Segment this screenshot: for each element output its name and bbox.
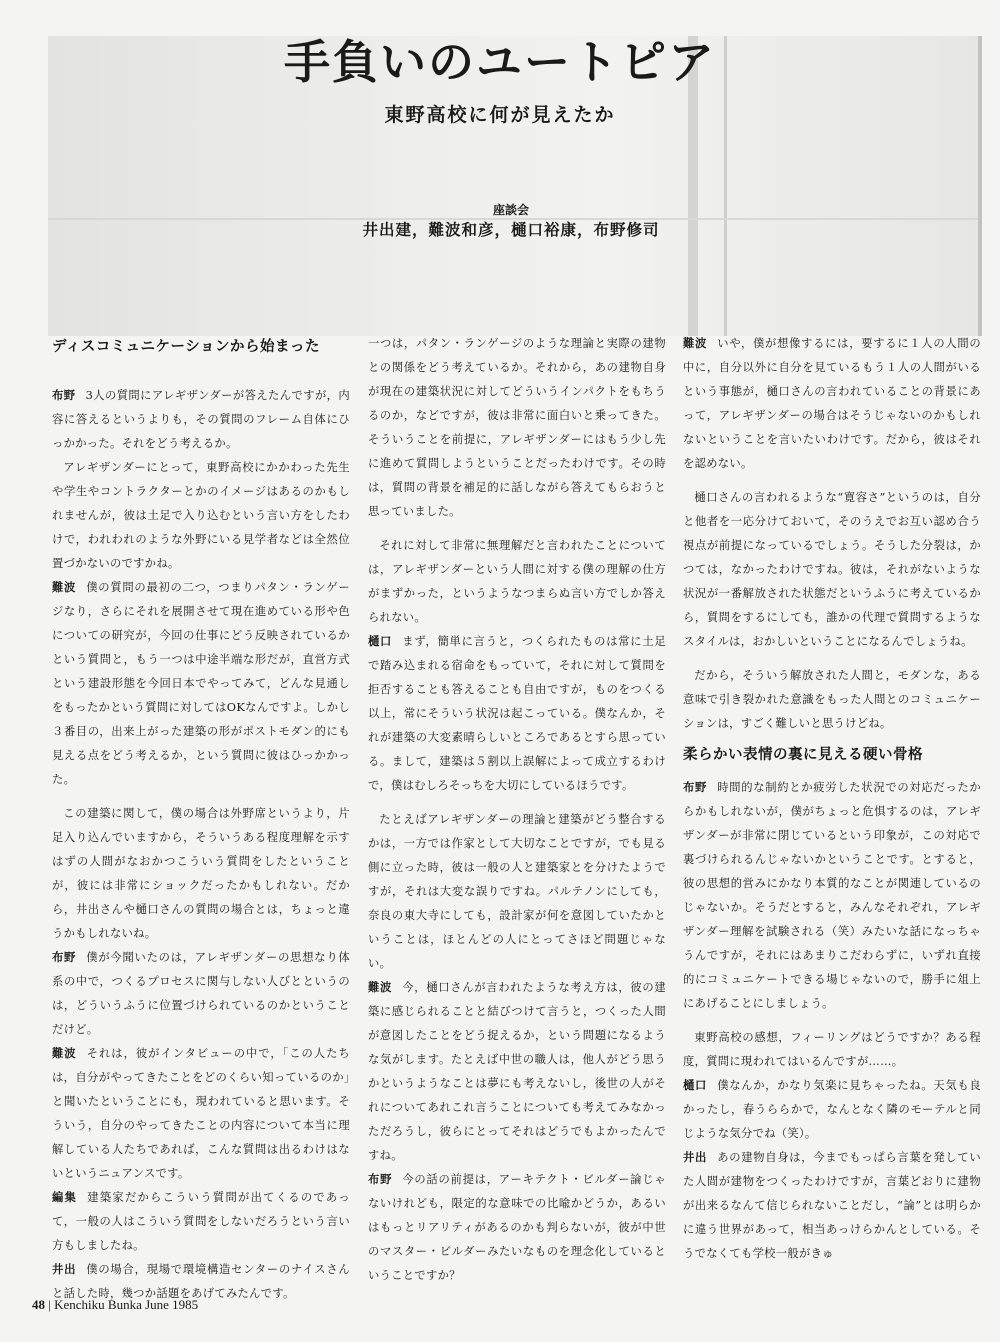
paragraph xyxy=(683,332,981,476)
article-column-2 xyxy=(368,332,666,1288)
paragraph-text: それは，彼がインタビューの中で，「この人たちは，自分がやってきたことをどのくらい知っているのか」と聞いたということにも，現われていると思います。そういう，自分のやってきたことの内容について本当に理解している人たちであれば，こんな質問は出るわけはないというニュアンスです。 xyxy=(52,1047,350,1180)
paragraph xyxy=(368,976,666,1168)
paragraph xyxy=(52,576,350,792)
paragraph-text: 時間的な制約とか疲労した状況での対応だったからかもしれないが，僕がちょっと危惧するのは，アレギザンダーが非常に閉じているという印象が，この対応で裏づけられるんじゃないかということです。とすると，彼の思想的営みにかなり本質的なことが関連しているのじゃないか。そうだとすると，みんなそれぞれ，アレギザンダー理解を試験される（笑）みたいな話になっちゃうんですが，それにはあまりこだわらずに，いずれ直接的にコミュニケートできる場じゃないので，勝手に俎上にあげることにしましょう。 xyxy=(683,781,981,1010)
paragraph xyxy=(683,1074,981,1146)
paragraph: 樋口さんの言われるような“寛容さ”というのは，自分と他者を一応分けておいて，そのうえでお互い認め合う視点が前提になっているでしょう。そうした分裂は，かつては，なかったわけですね。彼は，それがないような状況が一番解放された状態だというふうに考えているから，質問をするにしても，誰かの代理で質問するようなスタイルは，おかしいということになるんでしょうね。 xyxy=(683,491,981,648)
page-subtitle: 東野高校に何が見えたか xyxy=(384,104,616,126)
page-title: 手負いのユートピア xyxy=(284,35,716,89)
paragraph-text: まず，簡単に言うと，つくられたものは常に土足で踏み込まれる宿命をもっていて，それに対して質問を拒否することも答えることも自由ですが，ものをつくる以上，常にそういう状況は起こっている。僕なんか，それが建築の大変素晴らしいところであるとすら思っている。まして，建築は５割以上誤解によって成立するわけで，僕はむしろそっちを大切にしているほうです。 xyxy=(368,635,666,792)
participants-list: 井出建，難波和彦，樋口裕康，布野修司 xyxy=(362,220,660,239)
paragraph xyxy=(368,1168,666,1288)
speaker-name: 難波 xyxy=(368,981,393,994)
speaker-name: 難波 xyxy=(683,337,708,350)
paragraph-text: 3人の質問にアレギザンダーが答えたんですが，内容に答えるというよりも，その質問のフレーム自体にひっかかった。それをどう考えるか。 xyxy=(52,389,350,450)
paragraph-text: 今の話の前提は，アーキテクト・ビルダー論じゃないけれども，限定的な意味での比喩かどうか，あるいはもっとリアリティがあるのかも判らないが，彼が中世のマスター・ビルダーみたいなものを理念化しているということですか？ xyxy=(368,1173,667,1282)
article-column-1 xyxy=(52,334,350,1306)
event-type-label: 座談会 xyxy=(492,203,529,217)
speaker-name: 井出 xyxy=(52,1263,77,1276)
paragraph: それに対して非常に無理解だと言われたことについては，アレギザンダーという人間に対する僕の理解の仕方がまずかった，というようなつまらぬ言い方でしか答えられない。 xyxy=(368,539,666,624)
paragraph-text: 僕の質問の最初の二つ，つまりパタン・ランゲージなり，さらにそれを展開させて現在進めている形や色についての研究が，今回の仕事にどう反映されているかという質問と，もう一つは中途半端な形だが，直営方式という建設形態を今回日本でやってみて，どんな見通しをもったかという質問に対してはOKなんですよ。しかし３番目の，出来上がった建築の形がポストモダン的にも見える点をどう考えるか，という質問に彼はひっかかった。 xyxy=(52,581,350,786)
paragraph xyxy=(683,1146,981,1266)
speaker-name: 布野 xyxy=(52,389,76,402)
paragraph-text: あの建物自身は，今までもっぱら言葉を発していた人間が建物をつくったわけですが，言葉どおりに建物が出来るなんて信じられないことだし，“論”とは明らかに違う世界があって，相当あっけらかんとしている。そうでなくても学校一般がきゅ xyxy=(683,1151,981,1260)
paragraph: この建築に関して，僕の場合は外野席というより，片足入り込んでいますから，そういうある程度理解を示すはずの人間がなおかつこういう質問をしたということが，彼には非常にショックだったかもしれない。だから，井出さんや樋口さんの質問の場合とは，ちょっと違うかもしれないね。 xyxy=(52,807,350,940)
speaker-name: 井出 xyxy=(683,1151,708,1164)
paragraph xyxy=(52,384,350,456)
speaker-name: 難波 xyxy=(52,581,77,594)
paragraph: アレギザンダーにとって，東野高校にかかわった先生や学生やコントラクターとかのイメージはあるのかもしれませんが，彼は土足で入り込むという言い方をしたわけで，われわれのような外野にいる見学者などは全然位置づかないのですかね。 xyxy=(52,461,350,570)
paragraph xyxy=(52,1042,350,1186)
page-footer xyxy=(32,1297,198,1313)
paragraph xyxy=(52,946,350,1042)
speaker-name: 布野 xyxy=(368,1173,393,1186)
speaker-name: 樋口 xyxy=(368,635,393,648)
paragraph: 東野高校の感想，フィーリングはどうですか？ある程度，質問に現われてはいるんですが……。 xyxy=(683,1031,981,1068)
paragraph xyxy=(368,630,666,798)
paragraph: 一つは，パタン・ランゲージのような理論と実際の建物との関係をどう考えているか。それから，あの建物自身が現在の建築状況に対してどういうインパクトをもちうるのか，などですが，彼は非常に面白いと乗ってきた。そういうことを前提に，アレギザンダーにはもう少し先に進めて質問しようということだったわけです。その時は，質問の背景を補足的に話しながら答えてもらおうと思っていました。 xyxy=(368,337,666,518)
speaker-name: 難波 xyxy=(52,1047,77,1060)
paragraph: たとえばアレギザンダーの理論と建築がどう整合するかは，一方では作家として大切なことですが，でも見る側に立った時，彼は一般の人と建築家とを分けたようですが，それは大変な誤りですね。パルテノンにしても，奈良の東大寺にしても，設計家が何を意図していたかということは，ほとんどの人にとってさほど問題じゃない。 xyxy=(368,813,666,970)
paragraph-text: 僕が今聞いたのは，アレギザンダーの思想なり体系の中で，つくるプロセスに関与しない人びとというのは，どういうふうに位置づけられているのかということだけど。 xyxy=(52,951,350,1036)
paragraph xyxy=(683,776,981,1016)
speaker-name: 編集 xyxy=(52,1191,78,1204)
section-heading: 柔らかい表情の裏に見える硬い骨格 xyxy=(683,747,923,763)
paragraph-text: 僕の場合，現場で環境構造センターのナイスさんと話した時，幾つか話題をあげてみたんです。 xyxy=(52,1263,350,1300)
paragraph-text: 建築家だからこういう質問が出てくるのであって，一般の人はこういう質問をしないだろうという言い方もしましたね。 xyxy=(52,1191,350,1252)
paragraph xyxy=(52,1186,350,1258)
speaker-name: 布野 xyxy=(52,951,77,964)
page-number: 48 xyxy=(32,1297,45,1312)
article-column-3 xyxy=(683,332,981,1266)
paragraph: だから，そういう解放された人間と，モダンな，ある意味で引き裂かれた意識をもった人間とのコミュニケーションは，すごく難しいと思うけどね。 xyxy=(683,669,981,730)
paragraph-text: 僕なんか，かなり気楽に見ちゃったね。天気も良かったし，春うららかで，なんとなく隣のモーテルと同じような気分でね（笑）。 xyxy=(683,1079,981,1140)
speaker-name: 布野 xyxy=(683,781,708,794)
paragraph-text: いや，僕が想像するには，要するに１人の人間の中に，自分以外に自分を見ているもう１人の人間がいるという事態が，樋口さんの言われていることの背景にあって，アレギザンダーの場合はそうじゃないのかもしれないということを言いたいわけです。だから，彼はそれを認めない。 xyxy=(683,337,981,470)
magazine-name: Kenchiku Bunka June 1985 xyxy=(54,1297,199,1312)
footer-separator: | xyxy=(48,1297,51,1312)
speaker-name: 樋口 xyxy=(683,1079,708,1092)
section-heading: ディスコミュニケーションから始まった xyxy=(52,339,320,355)
paragraph-text: 今，樋口さんが言われたような考え方は，彼の建築に感じられることと結びつけて言うと，つくった人間が意図したことをどう捉えるか，という問題になるような気がします。たとえば中世の職人は，他人がどう思うかというようなことは夢にも考えないし，後世の人がそれについてあれこれ言うことについても考えてみなかっただろうし，彼らにとってそれはどうでもよかったんですね。 xyxy=(368,981,666,1162)
